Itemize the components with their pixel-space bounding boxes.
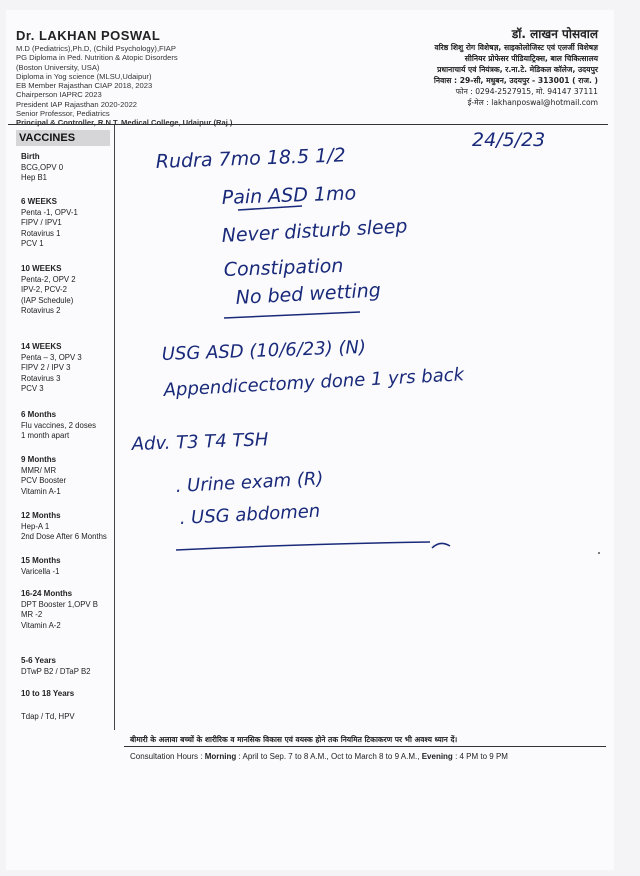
vaccine-item: MR -2 bbox=[21, 610, 43, 620]
vaccine-item: Vitamin A-1 bbox=[21, 486, 61, 496]
closing-stroke bbox=[432, 543, 450, 548]
note-date: 24/5/23 bbox=[472, 129, 546, 151]
hindi-doctor-name: डॉ. लाखन पोसवाल bbox=[511, 27, 598, 41]
vaccine-item: IPV-2, PCV-2 bbox=[21, 285, 67, 295]
doctor-name: Dr. LAKHAN POSWAL bbox=[16, 28, 161, 43]
ink-speck bbox=[598, 552, 600, 554]
vaccine-group-title: 12 Months bbox=[21, 511, 61, 520]
vaccine-item: Penta-2, OPV 2 bbox=[21, 274, 76, 284]
vaccine-item: Rotavirus 2 bbox=[21, 306, 61, 316]
vaccine-item: FIPV / IPV1 bbox=[21, 218, 62, 228]
note-line: USG ASD (10/6/23) (N) bbox=[161, 336, 367, 365]
vaccine-item: Rotavirus 1 bbox=[21, 228, 61, 238]
morning-hours: : April to Sep. 7 to 8 A.M., Oct to March 8 to 9 A.M., bbox=[238, 752, 420, 761]
hindi-line: सीनियर प्रोफेसर पीडियाट्रिक्स, बाल चिकित्सालय bbox=[464, 54, 598, 63]
note-line: Rudra 7mo 18.5 1/2 bbox=[155, 144, 347, 173]
hindi-line: निवास : 29-सी, मधुबन, उदयपुर - 313001 ( राज. ) bbox=[433, 76, 598, 85]
vaccine-item: MMR/ MR bbox=[21, 465, 57, 475]
qualification-line: (Boston University, USA) bbox=[16, 62, 100, 72]
vaccine-item: 1 month apart bbox=[21, 431, 70, 441]
vaccine-item: BCG,OPV 0 bbox=[21, 162, 64, 172]
vaccine-item: Penta – 3, OPV 3 bbox=[21, 352, 82, 362]
morning-label: Morning bbox=[204, 752, 237, 761]
qualification-line: EB Member Rajasthan CIAP 2018, 2023 bbox=[16, 81, 153, 91]
vaccine-group-title: 9 Months bbox=[21, 455, 57, 464]
vaccine-item: Penta -1, OPV-1 bbox=[21, 207, 78, 217]
note-line: . Urine exam (R) bbox=[175, 468, 324, 497]
footer-note: बीमारी के अलावा बच्चों के शारीरिक व मानसिक विकास एवं वयस्क होने तक नियमित टिकाकरण पर भी अवश्य ध्यान दें। bbox=[130, 735, 458, 744]
note-line: No bed wetting bbox=[235, 279, 382, 309]
evening-label: Evening bbox=[421, 752, 453, 761]
note-line: Pain ASD 1mo bbox=[221, 182, 357, 209]
vaccine-item: FIPV 2 / IPV 3 bbox=[21, 363, 71, 373]
underline-mark bbox=[224, 312, 360, 318]
hindi-line: ई-मेल : lakhanposwal@hotmail.com bbox=[467, 98, 598, 107]
qualification-line: PG Diploma in Ped. Nutrition & Atopic Disorders bbox=[16, 53, 178, 63]
hours-label: Consultation Hours : bbox=[130, 752, 203, 761]
vaccine-item: (IAP Schedule) bbox=[21, 295, 74, 305]
consultation-hours bbox=[130, 752, 508, 761]
vaccine-item: Flu vaccines, 2 doses bbox=[21, 420, 96, 430]
hindi-line: फोन : 0294-2527915, मो. 94147 37111 bbox=[455, 87, 598, 96]
vaccine-group-title: 15 Months bbox=[21, 556, 61, 565]
position-line: Principal & Controller, R.N.T. Medical College, Udaipur (Raj.) bbox=[16, 118, 233, 128]
hindi-line: वरिष्ठ शिशु रोग विशेषज्ञ, साइकोलोजिस्ट एवं एलर्जी विशेषज्ञ bbox=[434, 43, 598, 52]
qualification-line: President IAP Rajasthan 2020-2022 bbox=[16, 99, 138, 109]
vaccine-item: Hep B1 bbox=[21, 173, 48, 183]
vaccine-group-title: 16-24 Months bbox=[21, 589, 73, 598]
closing-stroke bbox=[176, 542, 430, 550]
vaccine-item: PCV 3 bbox=[21, 384, 44, 394]
vaccine-item: DTwP B2 / DTaP B2 bbox=[21, 666, 91, 676]
note-line: Never disturb sleep bbox=[221, 215, 408, 247]
hindi-line: प्रधानाचार्य एवं नियंत्रक, र.ना.टे. मेडिकल कॉलेज, उदयपुर bbox=[437, 65, 598, 74]
vaccine-item: DPT Booster 1,OPV B bbox=[21, 599, 98, 609]
evening-hours: : 4 PM to 9 PM bbox=[455, 752, 508, 761]
qualification-line: M.D (Pediatrics),Ph.D, (Child Psychology),FIAP bbox=[16, 44, 176, 53]
note-line: Appendicectomy done 1 yrs back bbox=[163, 364, 465, 401]
vaccine-item: PCV Booster bbox=[21, 476, 67, 486]
vaccine-group-title: 6 WEEKS bbox=[21, 197, 58, 206]
note-line: . USG abdomen bbox=[179, 500, 321, 529]
vaccine-group-title: 10 WEEKS bbox=[21, 264, 62, 273]
vaccine-item: Rotavirus 3 bbox=[21, 373, 61, 383]
vaccine-group-title: 6 Months bbox=[21, 410, 57, 419]
vaccine-group-title: 5-6 Years bbox=[21, 656, 56, 665]
vaccine-item: Hep-A 1 bbox=[21, 521, 50, 531]
vaccines-title: VACCINES bbox=[16, 130, 110, 146]
note-line: Constipation bbox=[223, 254, 344, 281]
note-line: Adv. T3 T4 TSH bbox=[131, 429, 269, 455]
footer-rule bbox=[124, 746, 606, 747]
vaccine-item: Varicella -1 bbox=[21, 566, 60, 576]
vaccine-item: Tdap / Td, HPV bbox=[21, 712, 75, 721]
qualification-line: Diploma in Yog science (MLSU,Udaipur) bbox=[16, 71, 152, 81]
qualification-line: Chairperson IAPRC 2023 bbox=[16, 90, 102, 100]
vaccine-item: Vitamin A-2 bbox=[21, 620, 61, 630]
vaccine-item: 2nd Dose After 6 Months bbox=[21, 532, 107, 542]
vaccine-group-title: Birth bbox=[21, 152, 40, 161]
vaccine-group-title: 14 WEEKS bbox=[21, 342, 62, 351]
vaccine-group-title: 10 to 18 Years bbox=[21, 689, 75, 698]
qualification-line: Senior Professor, Pediatrics bbox=[16, 109, 110, 119]
vaccine-item: PCV 1 bbox=[21, 239, 44, 249]
